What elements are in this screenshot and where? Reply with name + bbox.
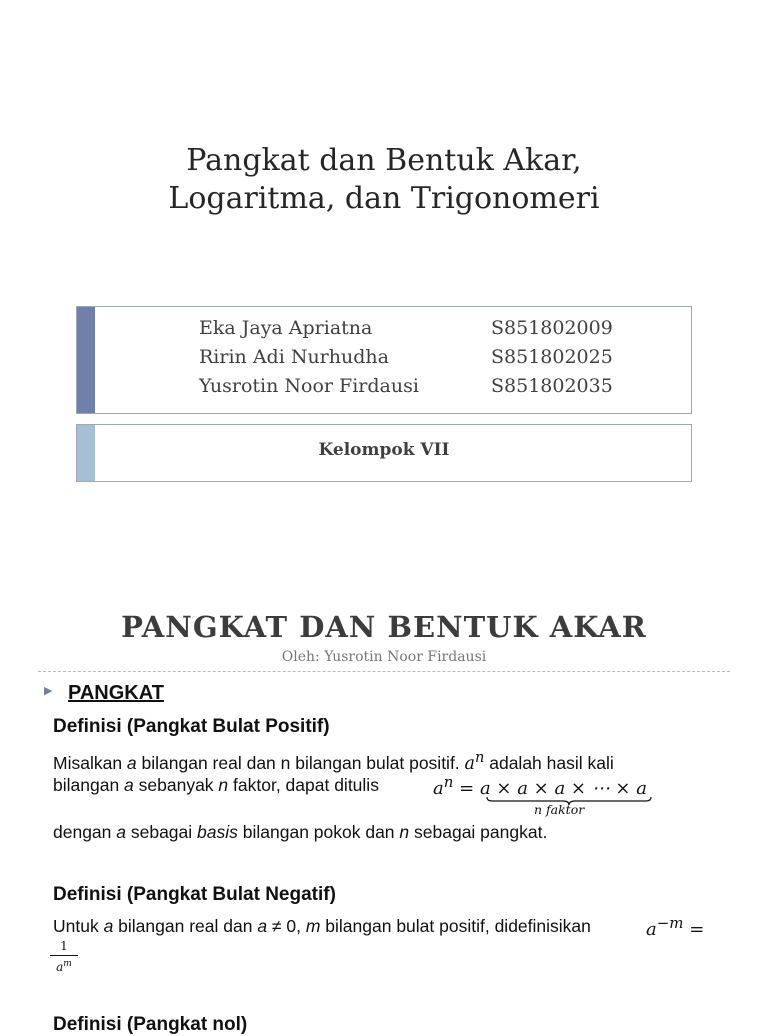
product-expression: a × a × a × ⋯ × a	[479, 778, 647, 799]
content-slide	[0, 560, 768, 1035]
math-var: a	[124, 775, 134, 795]
dashed-divider	[38, 671, 730, 672]
member-id: S851802009	[491, 317, 613, 339]
text: faktor, dapat ditulis	[228, 775, 379, 795]
text: sebagai	[126, 822, 198, 842]
definition-heading: Definisi (Pangkat nol)	[53, 1014, 248, 1035]
members-box	[76, 306, 692, 414]
member-name: Yusrotin Noor Firdausi	[199, 375, 419, 397]
text: ≠ 0,	[267, 916, 306, 936]
fraction	[50, 940, 78, 974]
math-var: a	[126, 752, 137, 773]
text: dengan	[53, 822, 117, 842]
text: bilangan real dan n bilangan bulat positif.	[136, 752, 465, 773]
slide-title: PANGKAT DAN BENTUK AKAR	[121, 610, 647, 644]
text: Untuk	[53, 916, 104, 936]
fraction-numerator: 1	[60, 939, 68, 953]
math-exponent: n	[443, 773, 454, 791]
text: bilangan real dan	[113, 916, 258, 936]
definition-heading: Definisi (Pangkat Bulat Positif)	[53, 716, 330, 737]
member-row	[199, 375, 613, 397]
math-exponent: n	[474, 749, 485, 766]
text: bilangan bulat positif, didefinisikan	[320, 916, 591, 936]
text: Misalkan	[53, 752, 127, 773]
member-id: S851802035	[491, 375, 613, 397]
member-row	[199, 346, 613, 368]
text: sebagai pangkat.	[409, 822, 548, 842]
math-var: n	[218, 775, 229, 795]
definition-text-line	[53, 822, 547, 843]
fraction-denominator	[50, 958, 78, 974]
title-line-2: Logaritma, dan Trigonomeri	[168, 181, 600, 216]
accent-bar	[77, 307, 95, 413]
fraction-bar	[50, 955, 78, 956]
text: bilangan pokok dan	[237, 822, 400, 842]
underbrace-label: n faktor	[534, 802, 585, 817]
title-line-1: Pangkat dan Bentuk Akar,	[186, 143, 582, 178]
equals-sign: =	[683, 919, 705, 940]
math-var: a	[116, 822, 126, 842]
member-name: Ririn Adi Nurhudha	[199, 346, 389, 368]
math-var: a	[103, 916, 114, 936]
definition-text-line	[53, 775, 379, 796]
math-var: m	[305, 916, 321, 936]
equals-sign: =	[453, 778, 480, 799]
math-var: a	[257, 916, 268, 936]
group-box	[76, 424, 692, 482]
presentation-title	[0, 142, 768, 218]
member-row	[199, 317, 613, 339]
triangle-right-icon: ▶	[44, 685, 53, 697]
emphasis-text: basis	[197, 822, 238, 842]
text: bilangan	[53, 775, 125, 795]
math-var: a	[646, 919, 657, 940]
group-label: Kelompok VII	[318, 440, 450, 460]
math-var: a	[464, 753, 475, 774]
text: adalah hasil kali	[484, 752, 614, 773]
definition-text-line	[53, 916, 591, 937]
math-exponent: m	[63, 959, 72, 969]
math-var: n	[399, 822, 410, 842]
math-exponent: −m	[656, 914, 684, 932]
member-name: Eka Jaya Apriatna	[199, 317, 373, 339]
member-id: S851802025	[491, 346, 613, 368]
text: sebanyak	[133, 775, 219, 795]
math-var: a	[433, 778, 444, 799]
math-var: a	[56, 960, 64, 974]
section-heading: PANGKAT	[68, 682, 164, 704]
definition-text-line	[53, 749, 614, 774]
negative-power-expression	[646, 914, 704, 940]
definition-heading: Definisi (Pangkat Bulat Negatif)	[53, 884, 336, 905]
slide-subtitle: Oleh: Yusrotin Noor Firdausi	[281, 649, 487, 665]
